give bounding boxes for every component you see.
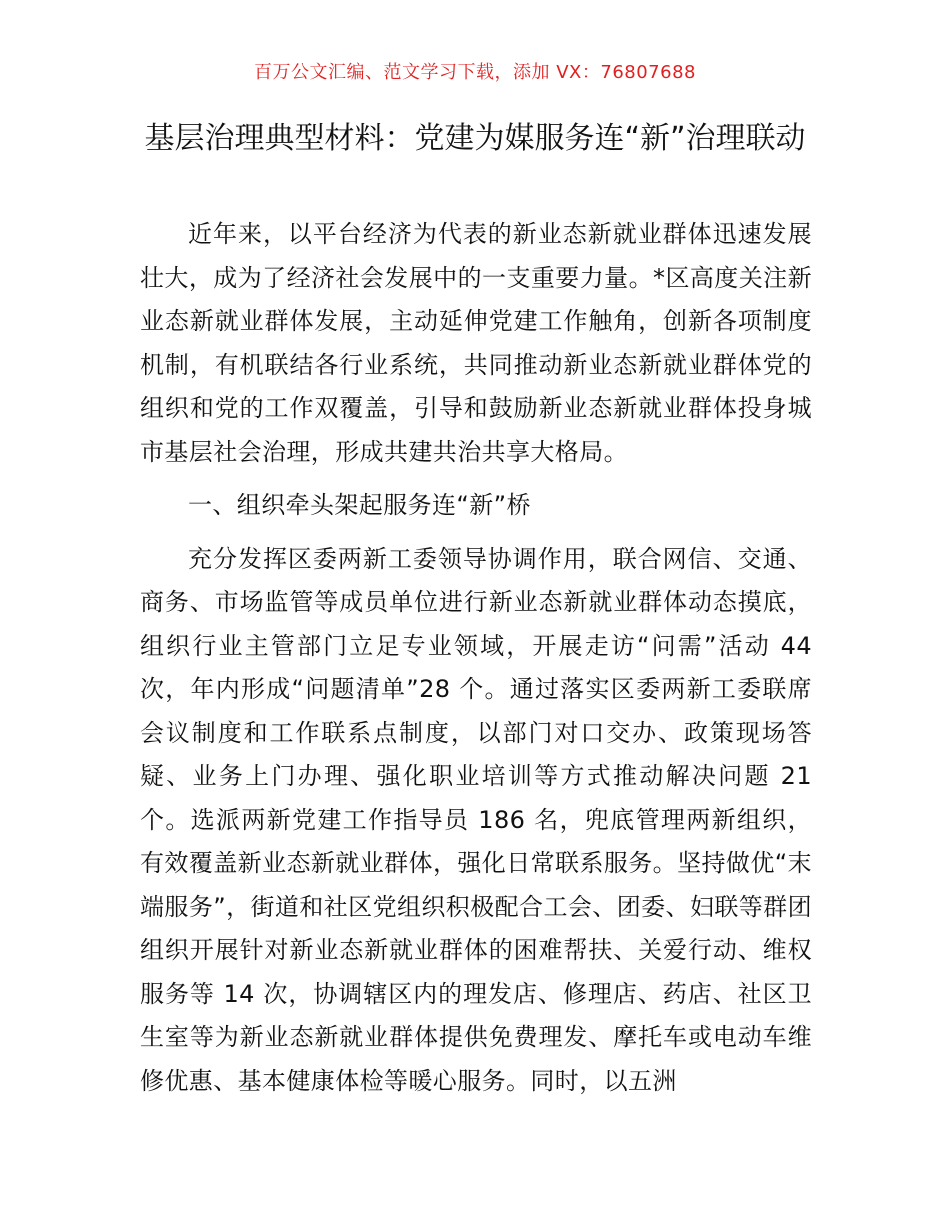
watermark-text: 百万公文汇编、范文学习下载，添加 VX：76807688 xyxy=(254,62,696,83)
section-heading-1: 一、组织牵头架起服务连“新”桥 xyxy=(188,491,531,519)
document-body xyxy=(140,213,812,1103)
paragraph-intro: 近年来，以平台经济为代表的新业态新就业群体迅速发展壮大，成为了经济社会发展中的一支重要力量。*区高度关注新业态新就业群体发展，主动延伸党建工作触角，创新各项制度机制，有机联结各行业系统，共同推动新业态新就业群体党的组织和党的工作双覆盖，引导和鼓励新业态新就业群体投身城市基层社会治理，形成共建共治共享大格局。 xyxy=(140,220,812,466)
document-title: 基层治理典型材料：党建为媒服务连“新”治理联动 xyxy=(144,121,806,156)
paragraph-section-1: 充分发挥区委两新工委领导协调作用，联合网信、交通、商务、市场监管等成员单位进行新业态新就业群体动态摸底，组织行业主管部门立足专业领域，开展走访“问需”活动 44 次，年内形成“问题清单”28 个。通过落实区委两新工委联席会议制度和工作联系点制度，以部门对口交办、政策现场答疑、业务上门办理、强化职业培训等方式推动解决问题 21 个。选派两新党建工作指导员 186 名，兜底管理两新组织，有效覆盖新业态新就业群体，强化日常联系服务。坚持做优“末端服务”，街道和社区党组织积极配合工会、团委、妇联等群团组织开展针对新业态新就业群体的困难帮扶、关爱行动、维权服务等 14 次，协调辖区内的理发店、修理店、药店、社区卫生室等为新业态新就业群体提供免费理发、摩托车或电动车维修优惠、基本健康体检等暖心服务。同时，以五洲 xyxy=(140,544,812,1095)
